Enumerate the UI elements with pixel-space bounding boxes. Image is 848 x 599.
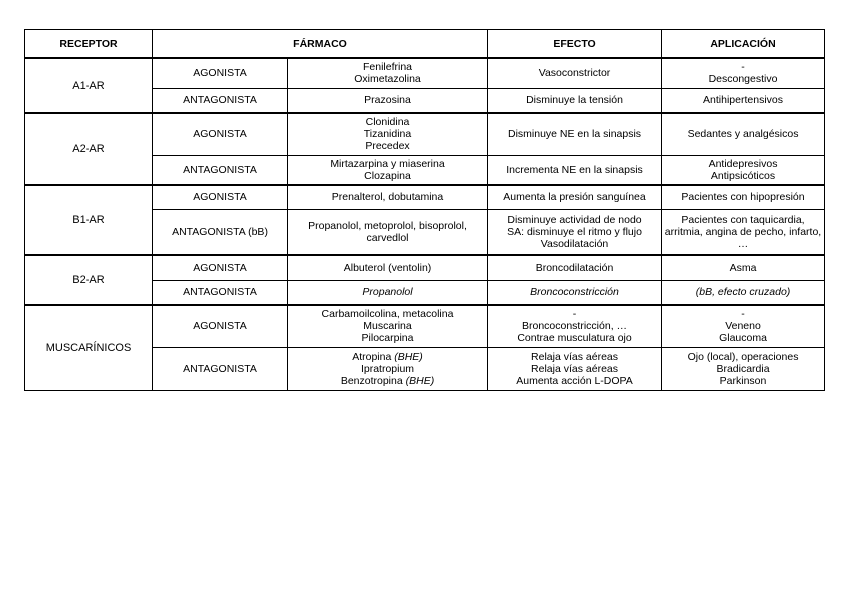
farmaco-line: Muscarina: [363, 320, 412, 333]
efecto-line: Relaja vías aéreas: [531, 362, 618, 375]
aplicacion-text: Pacientes con taquicardia, arritmia, angina de pecho, infarto, …: [664, 213, 822, 250]
receptor-cell: A2-AR: [25, 113, 153, 185]
efecto-cell: Broncoconstricción: [488, 280, 662, 305]
type-cell: AGONISTA: [153, 58, 288, 88]
header-row: [25, 30, 825, 59]
header-receptor: RECEPTOR: [25, 30, 153, 59]
table-row: [25, 305, 825, 347]
farmaco-text: Propanolol, metoprolol, bisoprolol, carvedlol: [308, 219, 467, 244]
efecto-cell: [488, 209, 662, 255]
header-farmaco: FÁRMACO: [153, 30, 488, 59]
farmaco-cell: [288, 347, 488, 390]
efecto-cell: Aumenta la presión sanguínea: [488, 185, 662, 209]
bhe-note: (BHE): [394, 350, 423, 363]
farmaco-line: Mirtazarpina y miaserina: [330, 157, 445, 170]
efecto-cell: Incrementa NE en la sinapsis: [488, 155, 662, 185]
receptor-cell: MUSCARÍNICOS: [25, 305, 153, 390]
efecto-cell: [488, 305, 662, 347]
aplicacion-line: Glaucoma: [719, 332, 767, 345]
efecto-line: Vasodilatación: [540, 237, 609, 250]
aplicacion-cell: Antihipertensivos: [662, 88, 825, 113]
aplicacion-line: Ojo (local), operaciones: [687, 350, 799, 363]
aplicacion-cell: Pacientes con hipopresión: [662, 185, 825, 209]
farmaco-cell: [288, 113, 488, 155]
bhe-note: (BHE): [405, 374, 435, 387]
type-cell: AGONISTA: [153, 305, 288, 347]
efecto-cell: Disminuye NE en la sinapsis: [488, 113, 662, 155]
type-cell: ANTAGONISTA: [153, 347, 288, 390]
pharmacology-table: [24, 29, 825, 391]
farmaco-line: [290, 363, 485, 375]
receptor-cell: B2-AR: [25, 255, 153, 305]
farmaco-line: Pilocarpina: [361, 332, 414, 345]
aplicacion-line: Antipsicóticos: [710, 169, 776, 182]
table-row: [25, 255, 825, 280]
type-cell: ANTAGONISTA (bB): [153, 209, 288, 255]
aplicacion-line: Bradicardia: [716, 362, 770, 375]
efecto-cell: Vasoconstrictor: [488, 58, 662, 88]
efecto-cell: [488, 347, 662, 390]
efecto-cell: Disminuye la tensión: [488, 88, 662, 113]
farmaco-name: Ipratropium: [360, 362, 415, 375]
farmaco-line: Precedex: [365, 140, 410, 153]
farmaco-name: Atropina: [352, 350, 395, 363]
header-aplicacion: APLICACIÓN: [662, 30, 825, 59]
farmaco-cell: Prazosina: [288, 88, 488, 113]
aplicacion-line: -: [741, 308, 745, 321]
farmaco-line: Oximetazolina: [354, 73, 421, 86]
efecto-cell: Broncodilatación: [488, 255, 662, 280]
farmaco-cell: Propanolol: [288, 280, 488, 305]
farmaco-line: [290, 351, 485, 363]
farmaco-cell: Prenalterol, dobutamina: [288, 185, 488, 209]
efecto-line: Contrae musculatura ojo: [517, 332, 632, 345]
efecto-line: Disminuye actividad de nodo: [507, 213, 642, 226]
receptor-cell: B1-AR: [25, 185, 153, 255]
efecto-line: Broncoconstricción, …: [521, 320, 628, 333]
aplicacion-line: Parkinson: [719, 374, 767, 387]
aplicacion-cell: [662, 155, 825, 185]
farmaco-line: [290, 375, 485, 387]
efecto-line: Aumenta acción L-DOPA: [516, 374, 633, 387]
aplicacion-line: Veneno: [725, 320, 761, 333]
table-row: [25, 185, 825, 209]
aplicacion-cell: [662, 347, 825, 390]
type-cell: ANTAGONISTA: [153, 155, 288, 185]
aplicacion-cell: Sedantes y analgésicos: [662, 113, 825, 155]
farmaco-cell: [288, 155, 488, 185]
type-cell: ANTAGONISTA: [153, 280, 288, 305]
aplicacion-line: Antidepresivos: [708, 157, 778, 170]
aplicacion-cell: [662, 58, 825, 88]
farmaco-cell: [288, 209, 488, 255]
efecto-line: Relaja vías aéreas: [531, 350, 618, 363]
aplicacion-cell: [662, 209, 825, 255]
farmaco-line: Fenilefrina: [362, 61, 413, 74]
farmaco-line: Clonidina: [365, 116, 410, 129]
efecto-line: -: [572, 308, 577, 321]
farmaco-cell: [288, 305, 488, 347]
type-cell: AGONISTA: [153, 113, 288, 155]
type-cell: ANTAGONISTA: [153, 88, 288, 113]
type-cell: AGONISTA: [153, 255, 288, 280]
efecto-line: SA: disminuye el ritmo y flujo: [507, 225, 642, 238]
table-row: [25, 58, 825, 88]
farmaco-name: Benzotropina: [340, 374, 406, 387]
aplicacion-cell: (bB, efecto cruzado): [662, 280, 825, 305]
farmaco-line: Clozapina: [364, 169, 411, 182]
aplicacion-line: Descongestivo: [708, 73, 778, 86]
aplicacion-line: -: [741, 61, 745, 74]
farmaco-line: Tizanidina: [363, 128, 412, 141]
type-cell: AGONISTA: [153, 185, 288, 209]
table-row: [25, 113, 825, 155]
farmaco-line: Carbamoilcolina, metacolina: [321, 308, 454, 321]
receptor-cell: A1-AR: [25, 58, 153, 113]
aplicacion-cell: [662, 305, 825, 347]
aplicacion-cell: Asma: [662, 255, 825, 280]
farmaco-cell: [288, 58, 488, 88]
farmaco-cell: Albuterol (ventolin): [288, 255, 488, 280]
header-efecto: EFECTO: [488, 30, 662, 59]
